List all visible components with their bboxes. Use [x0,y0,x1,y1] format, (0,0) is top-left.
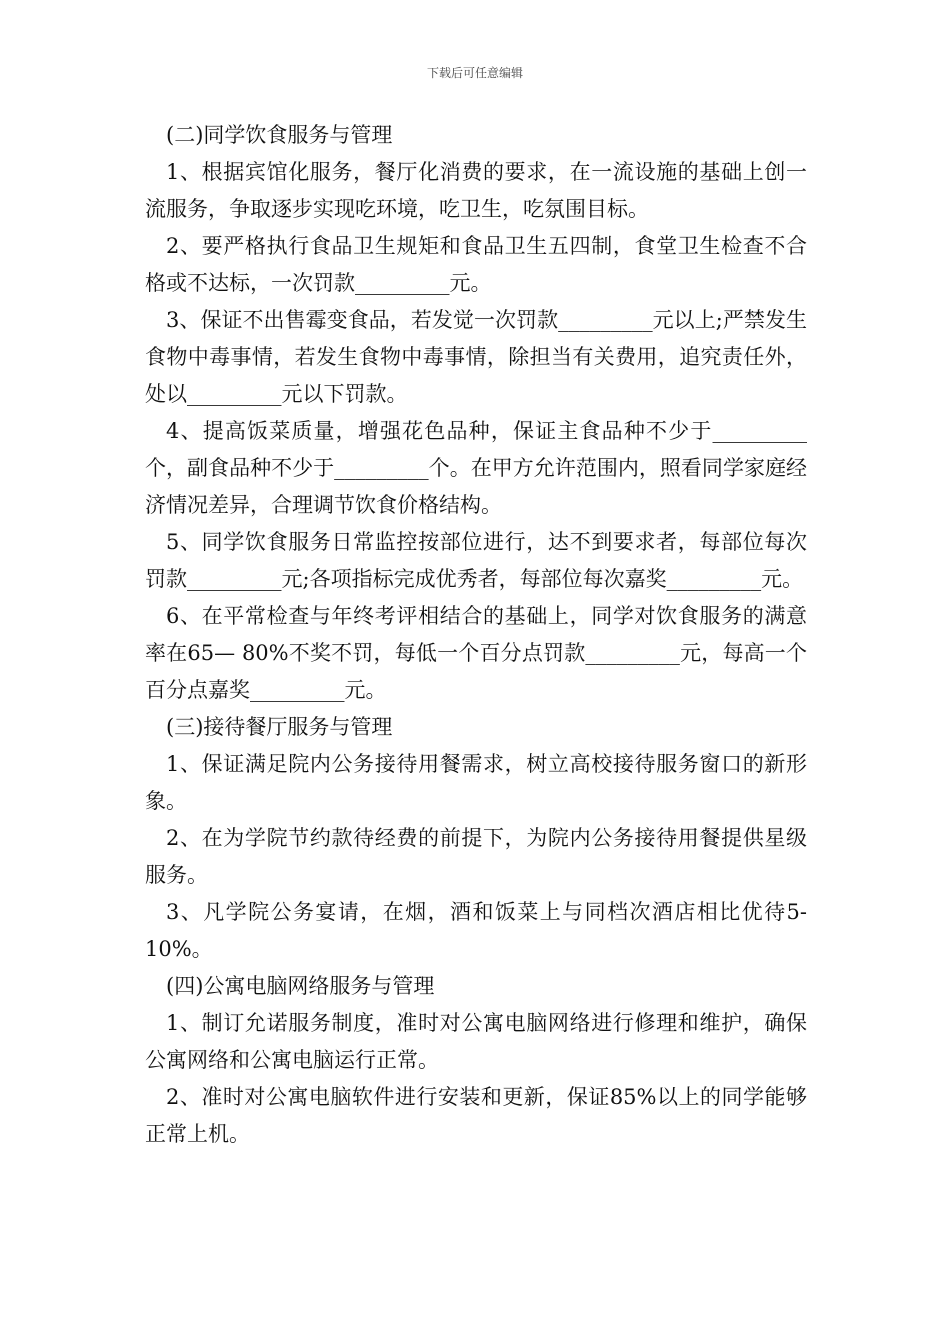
section-heading-3: (三)接待餐厅服务与管理 [166,715,393,739]
document-body [145,117,807,1153]
paragraph: 1、制订允诺服务制度，准时对公寓电脑网络进行修理和维护，确保公寓网络和公寓电脑运行正常。 [145,1011,807,1072]
section-heading-2: (二)同学饮食服务与管理 [166,123,393,147]
paragraph: 5、同学饮食服务日常监控按部位进行，达不到要求者，每部位每次罚款_________元;各项指标完成优秀者，每部位每次嘉奖_________元。 [145,530,807,591]
paragraph: 4、提高饭菜质量，增强花色品种，保证主食品种不少于_________个，副食品种不少于_________个。在甲方允许范围内，照看同学家庭经济情况差异，合理调节饮食价格结构。 [145,419,807,517]
paragraph: 2、准时对公寓电脑软件进行安装和更新，保证85%以上的同学能够正常上机。 [145,1085,807,1146]
paragraph: 2、在为学院节约款待经费的前提下，为院内公务接待用餐提供星级服务。 [145,826,807,887]
paragraph: 1、保证满足院内公务接待用餐需求，树立高校接待服务窗口的新形象。 [145,752,807,813]
paragraph: 3、保证不出售霉变食品，若发觉一次罚款_________元以上;严禁发生食物中毒事情，若发生食物中毒事情，除担当有关费用，追究责任外，处以_________元以下罚款。 [145,308,807,406]
paragraph: 2、要严格执行食品卫生规矩和食品卫生五四制，食堂卫生检查不合格或不达标，一次罚款_________元。 [145,234,807,295]
section-heading-4: (四)公寓电脑网络服务与管理 [166,974,435,998]
page-header: 下载后可任意编辑 [426,66,523,80]
paragraph: 6、在平常检查与年终考评相结合的基础上，同学对饮食服务的满意率在65— 80%不奖不罚，每低一个百分点罚款_________元，每高一个百分点嘉奖_________元。 [145,604,807,702]
paragraph: 1、根据宾馆化服务，餐厅化消费的要求，在一流设施的基础上创一流服务，争取逐步实现吃环境，吃卫生，吃氛围目标。 [145,160,807,221]
paragraph: 3、凡学院公务宴请，在烟，酒和饭菜上与同档次酒店相比优待5-10%。 [145,900,807,961]
